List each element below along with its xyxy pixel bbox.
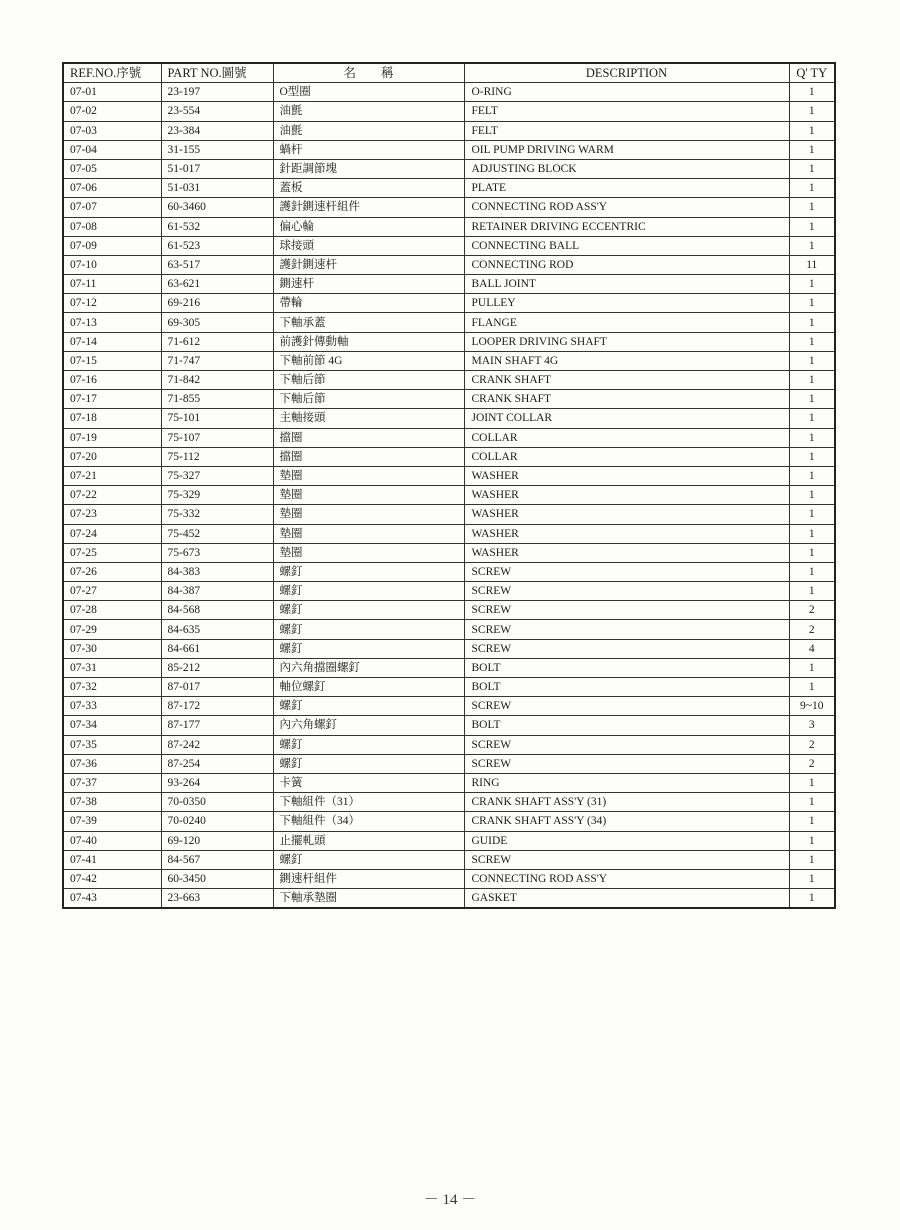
part-no-cell: 75-101 bbox=[161, 409, 273, 428]
ref-no-cell: 07-03 bbox=[63, 121, 161, 140]
ref-no-cell: 07-20 bbox=[63, 447, 161, 466]
qty-cell: 1 bbox=[789, 332, 835, 351]
qty-cell: 1 bbox=[789, 889, 835, 909]
header-part-no: PART NO.圖號 bbox=[161, 63, 273, 83]
description-cell: COLLAR bbox=[464, 447, 789, 466]
table-row bbox=[63, 351, 835, 370]
table-row bbox=[63, 486, 835, 505]
description-cell: CRANK SHAFT bbox=[464, 390, 789, 409]
table-row bbox=[63, 505, 835, 524]
description-cell: WASHER bbox=[464, 486, 789, 505]
part-no-cell: 84-568 bbox=[161, 601, 273, 620]
description-cell: COLLAR bbox=[464, 428, 789, 447]
ref-no-cell: 07-24 bbox=[63, 524, 161, 543]
ref-no-cell: 07-18 bbox=[63, 409, 161, 428]
ref-no-cell: 07-43 bbox=[63, 889, 161, 909]
name-cell: 內六角擋圈螺釘 bbox=[273, 658, 464, 677]
description-cell: GUIDE bbox=[464, 831, 789, 850]
part-no-cell: 23-384 bbox=[161, 121, 273, 140]
part-no-cell: 70-0350 bbox=[161, 793, 273, 812]
description-cell: ADJUSTING BLOCK bbox=[464, 159, 789, 178]
part-no-cell: 23-197 bbox=[161, 83, 273, 102]
name-cell: 軸位螺釘 bbox=[273, 678, 464, 697]
qty-cell: 1 bbox=[789, 313, 835, 332]
qty-cell: 11 bbox=[789, 255, 835, 274]
description-cell: CRANK SHAFT bbox=[464, 371, 789, 390]
qty-cell: 1 bbox=[789, 447, 835, 466]
ref-no-cell: 07-16 bbox=[63, 371, 161, 390]
description-cell: BOLT bbox=[464, 658, 789, 677]
name-cell: 下軸前節 4G bbox=[273, 351, 464, 370]
part-no-cell: 69-216 bbox=[161, 294, 273, 313]
ref-no-cell: 07-36 bbox=[63, 754, 161, 773]
name-cell: 卡簧 bbox=[273, 773, 464, 792]
qty-cell: 4 bbox=[789, 639, 835, 658]
name-cell: 下軸后節 bbox=[273, 371, 464, 390]
name-cell: 護針鍘速杆 bbox=[273, 255, 464, 274]
name-cell: 螺釘 bbox=[273, 850, 464, 869]
ref-no-cell: 07-07 bbox=[63, 198, 161, 217]
table-row bbox=[63, 121, 835, 140]
header-description: DESCRIPTION bbox=[464, 63, 789, 83]
part-no-cell: 84-387 bbox=[161, 582, 273, 601]
name-cell: 墊圈 bbox=[273, 524, 464, 543]
table-row bbox=[63, 850, 835, 869]
name-cell: 螺釘 bbox=[273, 620, 464, 639]
ref-no-cell: 07-11 bbox=[63, 275, 161, 294]
table-row bbox=[63, 639, 835, 658]
ref-no-cell: 07-28 bbox=[63, 601, 161, 620]
part-no-cell: 71-612 bbox=[161, 332, 273, 351]
part-no-cell: 70-0240 bbox=[161, 812, 273, 831]
qty-cell: 2 bbox=[789, 620, 835, 639]
ref-no-cell: 07-39 bbox=[63, 812, 161, 831]
ref-no-cell: 07-12 bbox=[63, 294, 161, 313]
table-row bbox=[63, 217, 835, 236]
ref-no-cell: 07-08 bbox=[63, 217, 161, 236]
part-no-cell: 87-177 bbox=[161, 716, 273, 735]
qty-cell: 1 bbox=[789, 236, 835, 255]
description-cell: SCREW bbox=[464, 850, 789, 869]
table-row bbox=[63, 793, 835, 812]
qty-cell: 1 bbox=[789, 140, 835, 159]
table-row bbox=[63, 524, 835, 543]
name-cell: 擋圈 bbox=[273, 428, 464, 447]
table-row bbox=[63, 735, 835, 754]
description-cell: SCREW bbox=[464, 639, 789, 658]
table-row bbox=[63, 409, 835, 428]
description-cell: WASHER bbox=[464, 524, 789, 543]
table-row bbox=[63, 102, 835, 121]
description-cell: CRANK SHAFT ASS'Y (34) bbox=[464, 812, 789, 831]
qty-cell: 1 bbox=[789, 869, 835, 888]
ref-no-cell: 07-09 bbox=[63, 236, 161, 255]
ref-no-cell: 07-40 bbox=[63, 831, 161, 850]
part-no-cell: 75-452 bbox=[161, 524, 273, 543]
description-cell: CONNECTING BALL bbox=[464, 236, 789, 255]
name-cell: 下軸承蓋 bbox=[273, 313, 464, 332]
name-cell: 螺釘 bbox=[273, 697, 464, 716]
header-qty: Q' TY bbox=[789, 63, 835, 83]
table-row bbox=[63, 543, 835, 562]
description-cell: CRANK SHAFT ASS'Y (31) bbox=[464, 793, 789, 812]
ref-no-cell: 07-04 bbox=[63, 140, 161, 159]
ref-no-cell: 07-05 bbox=[63, 159, 161, 178]
name-cell: 鍘速杆組件 bbox=[273, 869, 464, 888]
description-cell: RING bbox=[464, 773, 789, 792]
qty-cell: 9~10 bbox=[789, 697, 835, 716]
name-cell: 蝸杆 bbox=[273, 140, 464, 159]
ref-no-cell: 07-27 bbox=[63, 582, 161, 601]
part-no-cell: 75-112 bbox=[161, 447, 273, 466]
qty-cell: 2 bbox=[789, 735, 835, 754]
name-cell: 下軸組件（31） bbox=[273, 793, 464, 812]
name-cell: 墊圈 bbox=[273, 505, 464, 524]
qty-cell: 1 bbox=[789, 428, 835, 447]
qty-cell: 1 bbox=[789, 505, 835, 524]
description-cell: BOLT bbox=[464, 678, 789, 697]
qty-cell: 1 bbox=[789, 831, 835, 850]
qty-cell: 1 bbox=[789, 486, 835, 505]
qty-cell: 1 bbox=[789, 409, 835, 428]
description-cell: SCREW bbox=[464, 620, 789, 639]
part-no-cell: 63-621 bbox=[161, 275, 273, 294]
description-cell: BOLT bbox=[464, 716, 789, 735]
name-cell: 螺釘 bbox=[273, 639, 464, 658]
description-cell: MAIN SHAFT 4G bbox=[464, 351, 789, 370]
ref-no-cell: 07-02 bbox=[63, 102, 161, 121]
part-no-cell: 71-855 bbox=[161, 390, 273, 409]
part-no-cell: 93-264 bbox=[161, 773, 273, 792]
description-cell: FLANGE bbox=[464, 313, 789, 332]
name-cell: 螺釘 bbox=[273, 582, 464, 601]
qty-cell: 1 bbox=[789, 275, 835, 294]
table-row bbox=[63, 294, 835, 313]
description-cell: FELT bbox=[464, 121, 789, 140]
ref-no-cell: 07-10 bbox=[63, 255, 161, 274]
ref-no-cell: 07-13 bbox=[63, 313, 161, 332]
table-row bbox=[63, 773, 835, 792]
name-cell: 螺釘 bbox=[273, 754, 464, 773]
description-cell: CONNECTING ROD bbox=[464, 255, 789, 274]
ref-no-cell: 07-26 bbox=[63, 562, 161, 581]
description-cell: SCREW bbox=[464, 697, 789, 716]
table-row bbox=[63, 159, 835, 178]
description-cell: FELT bbox=[464, 102, 789, 121]
description-cell: WASHER bbox=[464, 505, 789, 524]
name-cell: 墊圈 bbox=[273, 486, 464, 505]
name-cell: 偏心輪 bbox=[273, 217, 464, 236]
table-row bbox=[63, 466, 835, 485]
ref-no-cell: 07-01 bbox=[63, 83, 161, 102]
qty-cell: 1 bbox=[789, 678, 835, 697]
part-no-cell: 60-3450 bbox=[161, 869, 273, 888]
table-row bbox=[63, 889, 835, 909]
table-row bbox=[63, 697, 835, 716]
part-no-cell: 51-017 bbox=[161, 159, 273, 178]
name-cell: 內六角螺釘 bbox=[273, 716, 464, 735]
description-cell: BALL JOINT bbox=[464, 275, 789, 294]
parts-list-table bbox=[62, 62, 836, 909]
part-no-cell: 84-567 bbox=[161, 850, 273, 869]
part-no-cell: 75-332 bbox=[161, 505, 273, 524]
ref-no-cell: 07-33 bbox=[63, 697, 161, 716]
ref-no-cell: 07-31 bbox=[63, 658, 161, 677]
part-no-cell: 87-017 bbox=[161, 678, 273, 697]
qty-cell: 1 bbox=[789, 793, 835, 812]
qty-cell: 1 bbox=[789, 102, 835, 121]
header-name: 名 稱 bbox=[273, 63, 464, 83]
description-cell: SCREW bbox=[464, 582, 789, 601]
table-row bbox=[63, 562, 835, 581]
table-row bbox=[63, 754, 835, 773]
ref-no-cell: 07-34 bbox=[63, 716, 161, 735]
table-row bbox=[63, 658, 835, 677]
part-no-cell: 51-031 bbox=[161, 179, 273, 198]
description-cell: PULLEY bbox=[464, 294, 789, 313]
qty-cell: 1 bbox=[789, 543, 835, 562]
ref-no-cell: 07-17 bbox=[63, 390, 161, 409]
qty-cell: 1 bbox=[789, 159, 835, 178]
qty-cell: 1 bbox=[789, 198, 835, 217]
qty-cell: 1 bbox=[789, 83, 835, 102]
ref-no-cell: 07-23 bbox=[63, 505, 161, 524]
description-cell: JOINT COLLAR bbox=[464, 409, 789, 428]
qty-cell: 1 bbox=[789, 121, 835, 140]
qty-cell: 1 bbox=[789, 351, 835, 370]
table-row bbox=[63, 332, 835, 351]
ref-no-cell: 07-38 bbox=[63, 793, 161, 812]
qty-cell: 1 bbox=[789, 294, 835, 313]
table-row bbox=[63, 371, 835, 390]
table-row bbox=[63, 255, 835, 274]
name-cell: 下軸承墊圈 bbox=[273, 889, 464, 909]
ref-no-cell: 07-15 bbox=[63, 351, 161, 370]
name-cell: 油氈 bbox=[273, 102, 464, 121]
table-row bbox=[63, 831, 835, 850]
qty-cell: 1 bbox=[789, 812, 835, 831]
description-cell: RETAINER DRIVING ECCENTRIC bbox=[464, 217, 789, 236]
name-cell: O型圈 bbox=[273, 83, 464, 102]
part-no-cell: 75-673 bbox=[161, 543, 273, 562]
description-cell: SCREW bbox=[464, 601, 789, 620]
table-row bbox=[63, 390, 835, 409]
part-no-cell: 61-532 bbox=[161, 217, 273, 236]
qty-cell: 1 bbox=[789, 850, 835, 869]
table-header-row bbox=[63, 63, 835, 83]
part-no-cell: 84-661 bbox=[161, 639, 273, 658]
page-number: － 14 － bbox=[423, 1192, 477, 1208]
part-no-cell: 69-120 bbox=[161, 831, 273, 850]
name-cell: 墊圈 bbox=[273, 543, 464, 562]
qty-cell: 1 bbox=[789, 466, 835, 485]
name-cell: 前護針傳動軸 bbox=[273, 332, 464, 351]
qty-cell: 1 bbox=[789, 562, 835, 581]
ref-no-cell: 07-42 bbox=[63, 869, 161, 888]
description-cell: O-RING bbox=[464, 83, 789, 102]
table-row bbox=[63, 83, 835, 102]
qty-cell: 3 bbox=[789, 716, 835, 735]
table-row bbox=[63, 313, 835, 332]
ref-no-cell: 07-06 bbox=[63, 179, 161, 198]
part-no-cell: 87-172 bbox=[161, 697, 273, 716]
qty-cell: 1 bbox=[789, 658, 835, 677]
part-no-cell: 84-635 bbox=[161, 620, 273, 639]
part-no-cell: 75-329 bbox=[161, 486, 273, 505]
name-cell: 下軸組件（34） bbox=[273, 812, 464, 831]
qty-cell: 1 bbox=[789, 773, 835, 792]
ref-no-cell: 07-30 bbox=[63, 639, 161, 658]
table-row bbox=[63, 716, 835, 735]
table-row bbox=[63, 678, 835, 697]
qty-cell: 1 bbox=[789, 582, 835, 601]
name-cell: 螺釘 bbox=[273, 601, 464, 620]
part-no-cell: 23-663 bbox=[161, 889, 273, 909]
table-row bbox=[63, 236, 835, 255]
part-no-cell: 71-842 bbox=[161, 371, 273, 390]
name-cell: 蓋板 bbox=[273, 179, 464, 198]
name-cell: 墊圈 bbox=[273, 466, 464, 485]
ref-no-cell: 07-14 bbox=[63, 332, 161, 351]
part-no-cell: 87-254 bbox=[161, 754, 273, 773]
description-cell: LOOPER DRIVING SHAFT bbox=[464, 332, 789, 351]
ref-no-cell: 07-35 bbox=[63, 735, 161, 754]
part-no-cell: 75-327 bbox=[161, 466, 273, 485]
ref-no-cell: 07-22 bbox=[63, 486, 161, 505]
ref-no-cell: 07-21 bbox=[63, 466, 161, 485]
table-row bbox=[63, 179, 835, 198]
header-ref-no: REF.NO.序號 bbox=[63, 63, 161, 83]
table-row bbox=[63, 620, 835, 639]
name-cell: 針距調節塊 bbox=[273, 159, 464, 178]
part-no-cell: 85-212 bbox=[161, 658, 273, 677]
description-cell: SCREW bbox=[464, 754, 789, 773]
part-no-cell: 61-523 bbox=[161, 236, 273, 255]
qty-cell: 1 bbox=[789, 524, 835, 543]
part-no-cell: 60-3460 bbox=[161, 198, 273, 217]
description-cell: GASKET bbox=[464, 889, 789, 909]
description-cell: SCREW bbox=[464, 735, 789, 754]
ref-no-cell: 07-32 bbox=[63, 678, 161, 697]
ref-no-cell: 07-41 bbox=[63, 850, 161, 869]
part-no-cell: 71-747 bbox=[161, 351, 273, 370]
name-cell: 螺釘 bbox=[273, 562, 464, 581]
qty-cell: 1 bbox=[789, 390, 835, 409]
description-cell: CONNECTING ROD ASS'Y bbox=[464, 198, 789, 217]
name-cell: 止擺軋頭 bbox=[273, 831, 464, 850]
ref-no-cell: 07-25 bbox=[63, 543, 161, 562]
description-cell: SCREW bbox=[464, 562, 789, 581]
name-cell: 擋圈 bbox=[273, 447, 464, 466]
part-no-cell: 84-383 bbox=[161, 562, 273, 581]
ref-no-cell: 07-37 bbox=[63, 773, 161, 792]
table-row bbox=[63, 198, 835, 217]
name-cell: 球接頭 bbox=[273, 236, 464, 255]
table-row bbox=[63, 869, 835, 888]
part-no-cell: 63-517 bbox=[161, 255, 273, 274]
table-row bbox=[63, 447, 835, 466]
name-cell: 鍘速杆 bbox=[273, 275, 464, 294]
name-cell: 護針鍘速杆組件 bbox=[273, 198, 464, 217]
table-row bbox=[63, 428, 835, 447]
qty-cell: 2 bbox=[789, 754, 835, 773]
table-row bbox=[63, 582, 835, 601]
qty-cell: 1 bbox=[789, 371, 835, 390]
table-row bbox=[63, 601, 835, 620]
part-no-cell: 23-554 bbox=[161, 102, 273, 121]
part-no-cell: 87-242 bbox=[161, 735, 273, 754]
name-cell: 油氈 bbox=[273, 121, 464, 140]
table-row bbox=[63, 140, 835, 159]
part-no-cell: 31-155 bbox=[161, 140, 273, 159]
table-row bbox=[63, 275, 835, 294]
description-cell: PLATE bbox=[464, 179, 789, 198]
table-row bbox=[63, 812, 835, 831]
name-cell: 帶輪 bbox=[273, 294, 464, 313]
ref-no-cell: 07-29 bbox=[63, 620, 161, 639]
part-no-cell: 69-305 bbox=[161, 313, 273, 332]
description-cell: OIL PUMP DRIVING WARM bbox=[464, 140, 789, 159]
qty-cell: 2 bbox=[789, 601, 835, 620]
name-cell: 螺釘 bbox=[273, 735, 464, 754]
ref-no-cell: 07-19 bbox=[63, 428, 161, 447]
description-cell: WASHER bbox=[464, 466, 789, 485]
description-cell: WASHER bbox=[464, 543, 789, 562]
qty-cell: 1 bbox=[789, 217, 835, 236]
part-no-cell: 75-107 bbox=[161, 428, 273, 447]
name-cell: 主軸接頭 bbox=[273, 409, 464, 428]
name-cell: 下軸后節 bbox=[273, 390, 464, 409]
description-cell: CONNECTING ROD ASS'Y bbox=[464, 869, 789, 888]
qty-cell: 1 bbox=[789, 179, 835, 198]
